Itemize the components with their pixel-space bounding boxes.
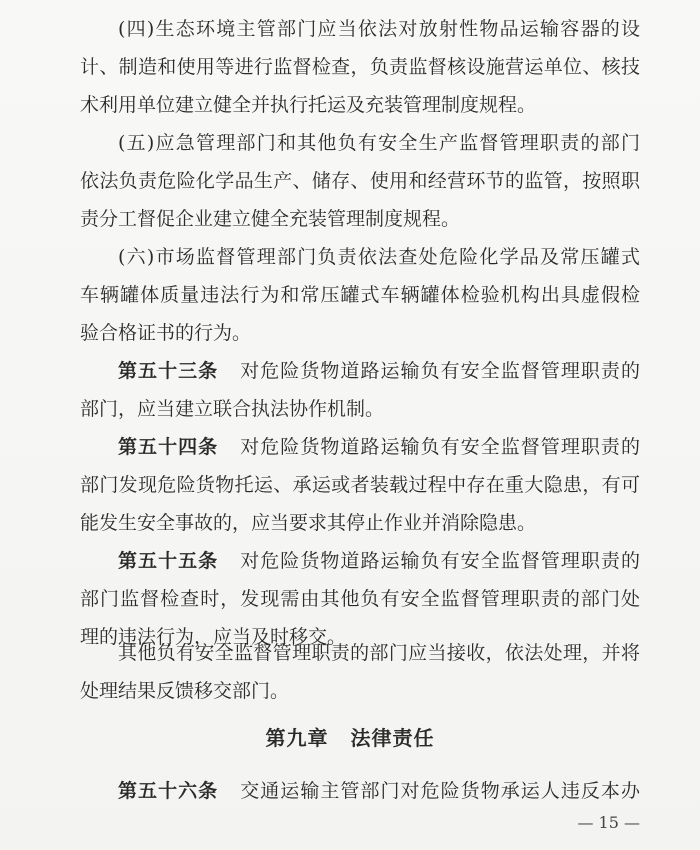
- paragraph-line: 术利用单位建立健全并执行托运及充装管理制度规程。: [80, 94, 537, 116]
- paragraph-line: 处理结果反馈移交部门。: [80, 680, 290, 702]
- article-54: [118, 432, 640, 462]
- paragraph-line: 部门监督检查时，发现需由其他负有安全监督管理职责的部门处: [80, 588, 640, 610]
- paragraph-line: 计、制造和使用等进行监督检查，负责监督核设施营运单位、核技: [80, 56, 640, 78]
- article-56: [118, 776, 640, 806]
- paragraph-line: 其他负有安全监督管理职责的部门应当接收，依法处理，并将: [118, 642, 640, 664]
- paragraph-line: 能发生安全事故的，应当要求其停止作业并消除隐患。: [80, 512, 537, 534]
- paragraph-line: (五)应急管理部门和其他负有安全生产监督管理职责的部门: [118, 132, 640, 154]
- article-55: [118, 546, 640, 576]
- paragraph-line: 理的违法行为，应当及时移交。: [80, 626, 347, 648]
- chapter-title: 法律责任: [350, 726, 435, 750]
- paragraph-line: 依法负责危险化学品生产、储存、使用和经营环节的监管，按照职: [80, 170, 640, 192]
- article-number: 第五十五条: [118, 550, 219, 572]
- paragraph-line: (四)生态环境主管部门应当依法对放射性物品运输容器的设: [118, 18, 640, 40]
- page-number: — 15 —: [577, 813, 640, 832]
- article-text: 对危险货物道路运输负有安全监督管理职责的: [240, 436, 640, 458]
- chapter-heading: [0, 722, 700, 754]
- article-53: [118, 356, 640, 386]
- paragraph-line: (六)市场监督管理部门负责依法查处危险化学品及常压罐式: [118, 246, 640, 268]
- article-number: 第五十三条: [118, 360, 219, 382]
- paragraph-line: 部门发现危险货物托运、承运或者装载过程中存在重大隐患，有可: [80, 474, 640, 496]
- chapter-number: 第九章: [265, 726, 329, 750]
- paragraph-line: 部门，应当建立联合执法协作机制。: [80, 398, 385, 420]
- paragraph-line: 责分工督促企业建立健全充装管理制度规程。: [80, 208, 461, 230]
- article-text: 对危险货物道路运输负有安全监督管理职责的: [240, 550, 640, 572]
- article-number: 第五十四条: [118, 436, 219, 458]
- article-number: 第五十六条: [118, 780, 219, 802]
- paragraph-line: 车辆罐体质量违法行为和常压罐式车辆罐体检验机构出具虚假检: [80, 284, 640, 306]
- article-text: 交通运输主管部门对危险货物承运人违反本办: [240, 780, 640, 802]
- paragraph-line: 验合格证书的行为。: [80, 322, 252, 344]
- article-text: 对危险货物道路运输负有安全监督管理职责的: [240, 360, 640, 382]
